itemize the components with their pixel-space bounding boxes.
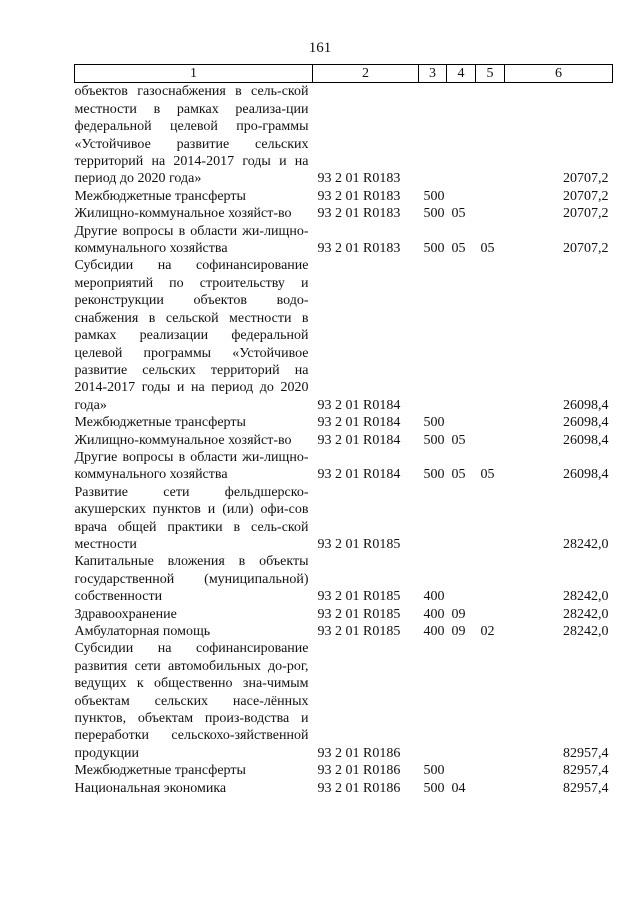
row-name: Межбюджетные трансферты xyxy=(74,763,246,779)
row-subsection xyxy=(476,432,505,449)
row-code: 93 2 01 R0183 xyxy=(317,241,401,257)
table-row xyxy=(75,484,613,554)
row-amount: 26098,4 xyxy=(563,467,609,483)
table-row xyxy=(75,188,613,205)
table-row xyxy=(75,780,613,797)
row-code: 93 2 01 R0184 xyxy=(317,467,401,483)
row-subsection xyxy=(476,553,505,605)
row-amount: 82957,4 xyxy=(563,780,609,796)
header-col-3: 3 xyxy=(419,65,447,83)
row-subsection xyxy=(476,484,505,554)
row-code: 93 2 01 R0185 xyxy=(317,606,401,622)
row-type: 500 xyxy=(423,467,445,483)
row-code: 93 2 01 R0183 xyxy=(317,171,401,187)
table-row xyxy=(75,414,613,431)
table-row xyxy=(75,257,613,414)
row-amount: 28242,0 xyxy=(563,624,609,639)
row-name: Национальная экономика xyxy=(74,780,227,796)
row-section: 05 xyxy=(451,206,466,222)
row-section: 09 xyxy=(451,606,466,622)
row-code: 93 2 01 R0186 xyxy=(317,763,401,779)
row-type xyxy=(419,640,447,762)
row-subsection xyxy=(476,606,505,623)
row-section: 05 xyxy=(451,432,466,448)
row-code: 93 2 01 R0185 xyxy=(317,624,401,639)
page-number: 161 xyxy=(308,40,332,56)
row-code: 93 2 01 R0184 xyxy=(317,397,401,413)
row-type xyxy=(419,83,447,188)
row-type: 500 xyxy=(423,780,445,796)
row-name: Жилищно-коммунальное хозяйст-во xyxy=(74,432,292,448)
row-name: Здравоохранение xyxy=(74,606,177,622)
row-section xyxy=(447,640,476,762)
table-row xyxy=(75,640,613,762)
row-amount: 82957,4 xyxy=(563,763,609,779)
row-subsection xyxy=(476,188,505,205)
row-section: 05 xyxy=(451,467,466,483)
row-type: 400 xyxy=(423,624,445,639)
row-amount: 26098,4 xyxy=(563,397,609,413)
row-type: 500 xyxy=(423,206,445,222)
row-section: 09 xyxy=(451,624,466,639)
row-section xyxy=(447,257,476,414)
row-amount: 26098,4 xyxy=(563,415,609,431)
row-amount: 20707,2 xyxy=(563,171,609,187)
row-name: Жилищно-коммунальное хозяйст-во xyxy=(74,206,292,222)
table-row xyxy=(75,449,613,484)
row-section xyxy=(447,188,476,205)
row-subsection: 05 xyxy=(480,467,495,483)
row-code: 93 2 01 R0183 xyxy=(317,188,401,204)
table-row xyxy=(75,762,613,779)
table-row xyxy=(75,432,613,449)
row-name: Межбюджетные трансферты xyxy=(74,415,246,431)
table-row xyxy=(75,83,613,188)
header-col-4: 4 xyxy=(447,65,476,83)
row-type: 400 xyxy=(423,589,445,605)
row-amount: 26098,4 xyxy=(563,432,609,448)
row-code: 93 2 01 R0185 xyxy=(317,589,401,605)
row-subsection: 05 xyxy=(480,241,495,257)
row-amount: 20707,2 xyxy=(563,206,609,222)
row-name: Другие вопросы в области жи-лищно-коммунального хозяйства xyxy=(74,223,309,257)
table-header xyxy=(75,65,613,83)
header-col-6: 6 xyxy=(505,65,613,83)
row-amount: 20707,2 xyxy=(563,241,609,257)
row-amount: 28242,0 xyxy=(563,536,609,552)
row-type: 400 xyxy=(423,606,445,622)
row-name: Межбюджетные трансферты xyxy=(74,188,246,204)
row-section: 05 xyxy=(451,241,466,257)
row-name: Субсидии на софинансирование мероприятий по строительству и реконструкции объектов водо-снабжения в сельской местности в рамках реализации федеральной целевой программы «Устойчивое развитие сельских территорий на 2014-2017 годы и на период до 2020 года» xyxy=(74,258,309,413)
row-code: 93 2 01 R0184 xyxy=(317,432,401,448)
row-amount: 28242,0 xyxy=(563,589,609,605)
budget-table xyxy=(74,64,613,797)
row-code: 93 2 01 R0185 xyxy=(317,536,401,552)
row-name: Амбулаторная помощь xyxy=(74,624,211,639)
row-type xyxy=(419,257,447,414)
row-type: 500 xyxy=(423,188,445,204)
row-type: 500 xyxy=(423,415,445,431)
row-name: Капитальные вложения в объекты государственной (муниципальной) собственности xyxy=(74,554,309,605)
row-section xyxy=(447,414,476,431)
row-subsection xyxy=(476,780,505,797)
row-section xyxy=(447,762,476,779)
row-code: 93 2 01 R0186 xyxy=(317,745,401,761)
table-row xyxy=(75,223,613,258)
table-row xyxy=(75,553,613,605)
row-subsection xyxy=(476,205,505,222)
row-section xyxy=(447,484,476,554)
row-code: 93 2 01 R0186 xyxy=(317,780,401,796)
row-name: объектов газоснабжения в сель-ской местности в рамках реализа-ции федеральной целевой про-граммы «Устойчивое развитие сельских территорий на 2014-2017 годы и на период до 2020 года» xyxy=(74,84,309,187)
row-subsection xyxy=(476,414,505,431)
row-type: 500 xyxy=(423,763,445,779)
row-amount: 28242,0 xyxy=(563,606,609,622)
row-type: 500 xyxy=(423,241,445,257)
row-code: 93 2 01 R0184 xyxy=(317,415,401,431)
table-row xyxy=(75,205,613,222)
table-body xyxy=(75,83,613,797)
row-subsection xyxy=(476,640,505,762)
table-row xyxy=(75,623,613,640)
row-type: 500 xyxy=(423,432,445,448)
table-row xyxy=(75,606,613,623)
row-amount: 20707,2 xyxy=(563,188,609,204)
header-col-5: 5 xyxy=(476,65,505,83)
row-section: 04 xyxy=(451,780,466,796)
header-col-2: 2 xyxy=(313,65,419,83)
row-section xyxy=(447,83,476,188)
row-subsection xyxy=(476,762,505,779)
row-amount: 82957,4 xyxy=(563,745,609,761)
row-name: Субсидии на софинансирование развития сети автомобильных до-рог, ведущих к общественно зна-чимым объектам сельских насе-лённых пунктов, объектам произ-водства и переработки сельскохо-зяйственной продукции xyxy=(74,641,309,761)
header-col-1: 1 xyxy=(75,65,313,83)
row-section xyxy=(447,553,476,605)
row-subsection: 02 xyxy=(480,624,495,639)
row-subsection xyxy=(476,257,505,414)
row-name: Развитие сети фельдшерско-акушерских пунктов и (или) офи-сов врача общей практики в сель-ской местности xyxy=(74,484,309,552)
row-type xyxy=(419,484,447,554)
row-code: 93 2 01 R0183 xyxy=(317,206,401,222)
row-name: Другие вопросы в области жи-лищно-коммунального хозяйства xyxy=(74,449,309,483)
row-subsection xyxy=(476,83,505,188)
